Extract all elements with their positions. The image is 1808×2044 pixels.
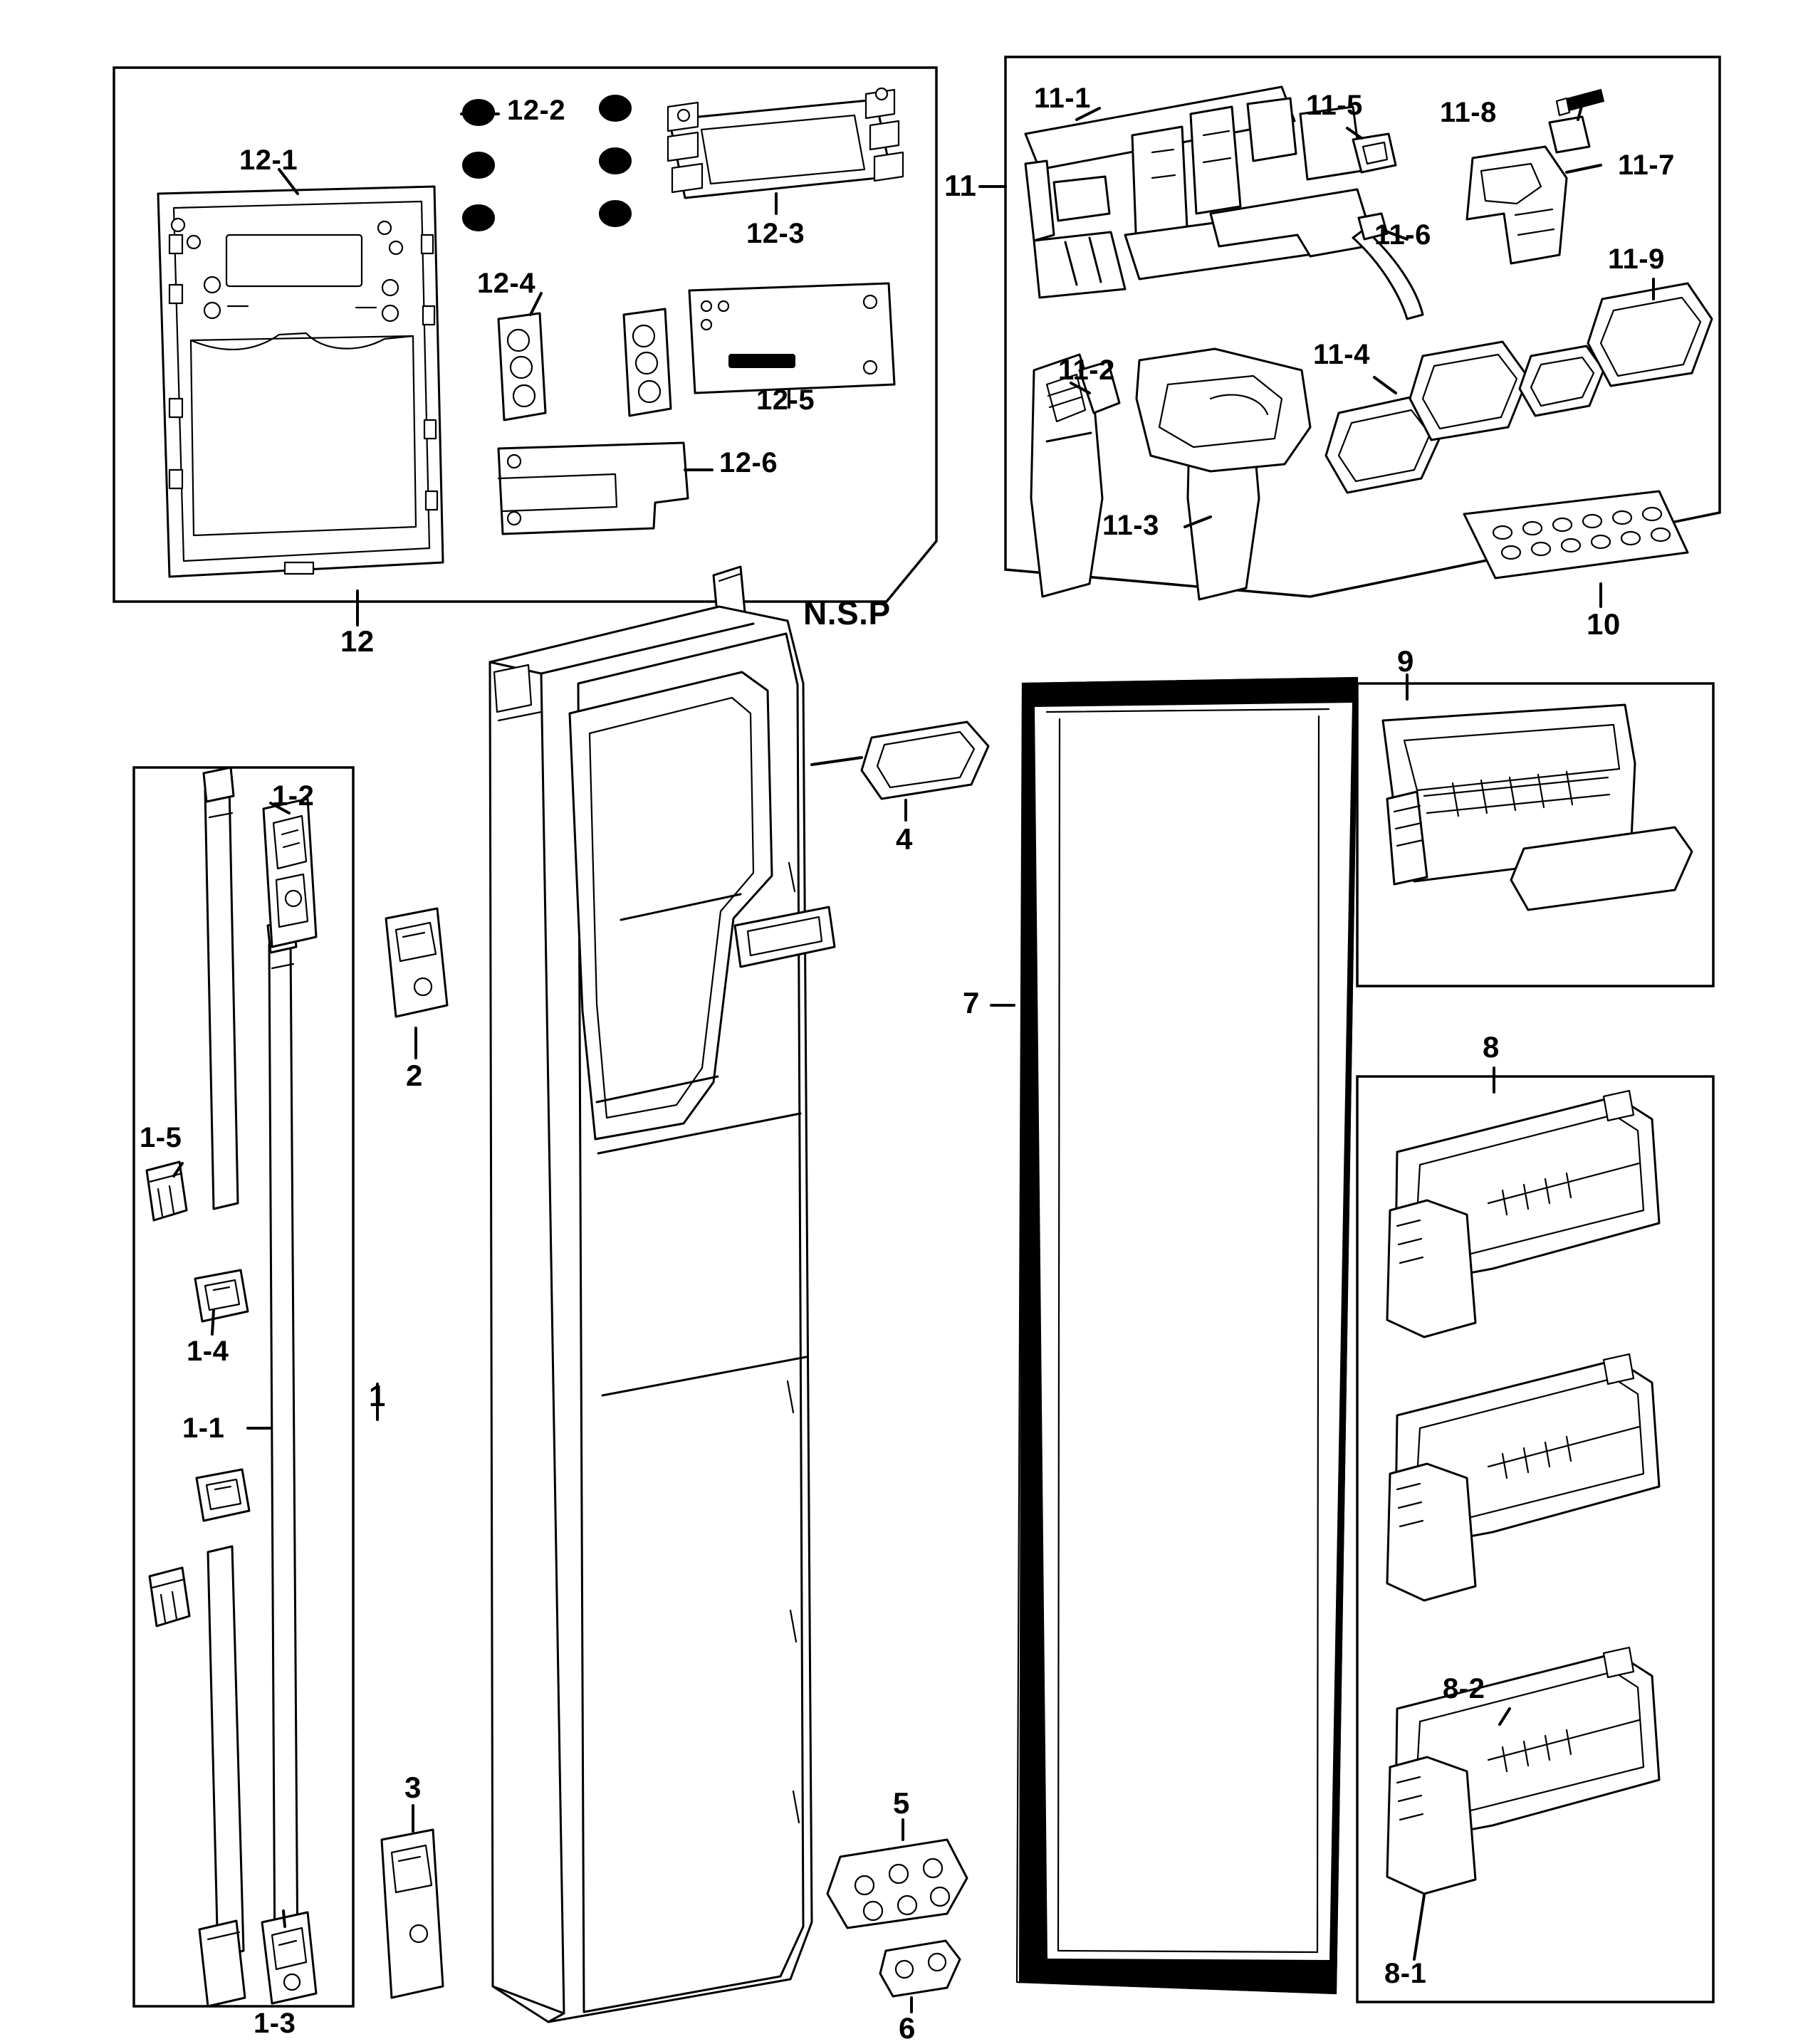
part-main-door (490, 567, 835, 2022)
callout-6: 6 (899, 2011, 916, 2044)
part-8-bin-bottom (1387, 1647, 1659, 1894)
callout-12-2: 12-2 (507, 95, 566, 126)
callout-12-6: 12-6 (719, 447, 778, 478)
part-1-2-bracket (263, 799, 316, 947)
part-1-4-clip (195, 1270, 249, 1521)
callout-11-1: 11-1 (1034, 83, 1091, 114)
callout-11-3: 11-3 (1102, 510, 1159, 541)
callout-12: 12 (340, 624, 375, 658)
callout-1-5: 1-5 (140, 1122, 182, 1153)
callout-3: 3 (404, 1771, 422, 1804)
part-1-1-handle (268, 920, 298, 1971)
callout-11: 11 (944, 169, 977, 202)
nsp-label: N.S.P (803, 594, 891, 631)
part-1-5-endcap (147, 1162, 189, 1626)
callout-12-5: 12-5 (756, 384, 815, 416)
part-12-5-pcb (689, 283, 894, 393)
callout-12-3: 12-3 (746, 218, 805, 249)
callout-8-2: 8-2 (1443, 1673, 1485, 1704)
part-5-hinge-plate (827, 1820, 967, 1928)
callout-2: 2 (406, 1059, 423, 1092)
callout-12-1: 12-1 (239, 145, 298, 176)
part-12-3-display (668, 88, 903, 198)
group-8-bins (1357, 1068, 1713, 2002)
part-3-hinge-block (382, 1805, 443, 1998)
callout-7: 7 (963, 986, 980, 1020)
callout-1-4: 1-4 (187, 1336, 229, 1367)
part-8-bin-mid (1387, 1354, 1659, 1600)
callout-11-6: 11-6 (1374, 219, 1431, 251)
callout-11-2: 11-2 (1058, 355, 1115, 386)
part-handle-rail-lower (199, 1546, 245, 2006)
callout-11-9: 11-9 (1608, 243, 1665, 275)
group-9-bin (1357, 675, 1713, 986)
part-12-6-bracket (498, 443, 688, 534)
callout-11-7: 11-7 (1618, 150, 1675, 181)
callout-8-1: 8-1 (1384, 1958, 1427, 1989)
callout-8: 8 (1483, 1030, 1500, 1064)
callout-1-1: 1-1 (182, 1413, 225, 1444)
part-11-3-lever (1136, 349, 1310, 599)
part-7-door-gasket (991, 678, 1357, 1993)
callout-1: 1 (369, 1379, 386, 1413)
part-1-3-bracket (262, 1912, 316, 2003)
callout-9: 9 (1397, 644, 1414, 678)
part-11-9-gasket (1520, 283, 1712, 416)
part-8-bin-top (1387, 1091, 1659, 1337)
callout-1-3: 1-3 (254, 2008, 296, 2039)
callout-11-8: 11-8 (1440, 97, 1497, 128)
callout-5: 5 (893, 1786, 910, 1820)
part-11-5-cap (1353, 134, 1396, 172)
callout-1-2: 1-2 (272, 780, 315, 812)
callout-11-4: 11-4 (1313, 339, 1370, 370)
part-4-tray (812, 722, 988, 820)
group-1-handles (134, 767, 377, 2006)
part-12-1-panel (158, 187, 443, 577)
part-12-4-connector (498, 309, 671, 420)
part-11-7-actuator (1467, 117, 1589, 263)
group-12-panel (114, 68, 936, 625)
callout-4: 4 (896, 822, 913, 856)
part-10-drip-tray (1464, 491, 1688, 607)
callout-10: 10 (1587, 607, 1621, 641)
part-handle-rail-upper (204, 767, 238, 1209)
part-11-2-lever (1031, 355, 1119, 597)
callout-11-5: 11-5 (1306, 90, 1363, 121)
callout-12-4: 12-4 (477, 268, 536, 299)
part-2-hinge-block (386, 908, 447, 1058)
part-6-hinge-cap (880, 1941, 960, 2012)
